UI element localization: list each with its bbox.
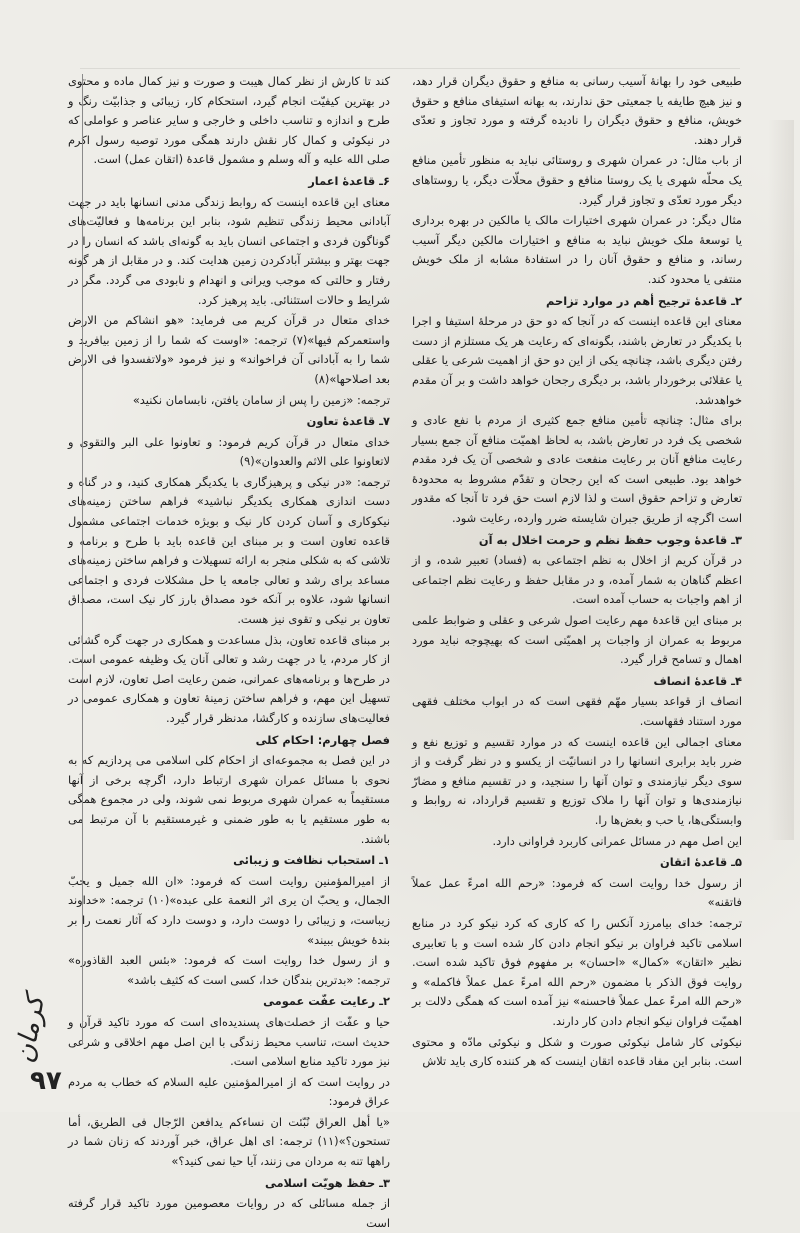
top-rule	[80, 68, 740, 69]
paragraph: معنای این قاعده اینست که در آنجا که دو حق در مرحلهٔ استیفا و اجرا با یکدیگر در تعارض باشند، بگونه‌ای که رعایت هر یک مستلزم از دست رفتن دیگری باشد، چنانچه یکی از این دو حق از اهمیت شرعی یا عقلی یا عقلائی برخوردار باشد، بر دیگری رجحان خواهد داشت و بر آن مقدم خواهدشد.	[412, 314, 742, 407]
paragraph: معنای اجمالی این قاعده اینست که در موارد تقسیم و توزیع نفع و ضرر باید برابری انسانها را در انسانیّت از یکسو و در نظر گرفت و از سوی دیگر نیازمندی و توان آنها را سنجید، و در تقسیم منافع و مضارّ نیازمندی‌ها و توان آنها را ملاک توزیع و تقسیم قرارداد، نه روابط و وابستگی‌ها، یا حب و بغض‌ها را.	[412, 734, 742, 827]
paragraph: از رسول خدا روایت است که فرمود: «رحم الله امرءً عمل عملاً فاتقنه»	[412, 875, 742, 910]
section-heading: ۵ـ قاعدهٔ اتقان	[660, 855, 742, 870]
paragraph: طبیعی خود را بهانهٔ آسیب رسانی به منافع و حقوق دیگران قرار دهد، و نیز هیچ طایفه یا جمعیتی حق ندارند، به بهانه استیفای منافع و حقوق خویش، منافع و حقوق دیگران را نادیده گرفته و مورد تجاوز و تعدّی قرار دهند.	[412, 74, 742, 147]
paragraph: در قرآن کریم از اخلال به نظم اجتماعی به (فساد) تعبیر شده، و از اعظم گناهان به شمار آمده، و در مقابل حفظ و رعایت نظم اجتماعی از اهم واجبات به حساب آمده است.	[412, 553, 742, 607]
paragraph: این اصل مهم در مسائل عمرانی کاربرد فراوانی دارد.	[492, 833, 742, 848]
paragraph: انصاف از قواعد بسیار مهّم فقهی است که در ابواب مختلف فقهی مورد استناد فقهاست.	[412, 694, 742, 728]
paragraph: «یا أهل العراق نُبّئت ان نساءکم یدافعن الرّجال فی الطریق، أما تستحون؟»(۱۱) ترجمه: ای اهل عراق، خبر آوردند که زنان شما در راهها تنه به مردان می زنند، آیا حیا نمی کنید؟»	[68, 1114, 390, 1169]
section-heading: ۱ـ استحباب نظافت و زیبائی	[233, 853, 390, 868]
page-number: ۹۷	[30, 1066, 62, 1096]
paragraph: در این فصل به مجموعه‌ای از احکام کلی اسلامی می پردازیم که به نحوی با مسائل عمران شهری ارتباط دارد، اگرچه برخی از آنها مستقیماً به عمران شهری مربوط نمی شوند، ولی در مجموع همگی به طور مستقیم یا به طور ضمنی و غیرمستقیم با آن مرتبط می باشند.	[68, 753, 390, 846]
paragraph: و از رسول خدا روایت است که فرمود: «بئس العبد القاذوره» ترجمه: «بدترین بندگان خدا، کسی است که کثیف باشد»	[68, 953, 390, 987]
paragraph: مثال دیگر: در عمران شهری اختیارات مالک یا مالکین در بهره برداری یا توسعهٔ ملک خویش نباید به منافع و اختیارات مالکین دیگر آسیب رساند، و منافع و حقوق آنان را در استفادهٔ مشابه از ملک خویش منتفی یا محدود کند.	[412, 213, 742, 286]
section-heading: ۷ـ قاعدهٔ تعاون	[306, 414, 390, 429]
left-text-column	[68, 72, 390, 1230]
paragraph: نیکوئی کار شامل نیکوئی صورت و شکل و نیکوئی مادّه و محتوی است. بنابر این مفاد قاعده اتقان اینست که هر کننده کاری باید تلاش	[412, 1034, 742, 1069]
paragraph: از باب مثال: در عمران شهری و روستائی نباید به منظور تأمین منافع یک محلّه شهری یا یک روستا منافع و حقوق محلّات دیگر، یا روستاهای دیگر مورد تعدّی و تجاوز قرار گیرد.	[412, 153, 742, 207]
section-heading: ۲ـ رعایت عفّت عمومی	[263, 994, 390, 1009]
section-heading: ۲ـ قاعدهٔ ترجیح أهم در موارد تزاحم	[546, 293, 742, 308]
section-heading: فصل چهارم: احکام کلی	[255, 732, 390, 747]
section-heading: ۳ـ حفظ هویّت اسلامی	[264, 1175, 390, 1190]
paragraph: خدای متعال در قرآن کریم می فرماید: «هو انشاکم من الارض واستعمرکم فیها»(۷) ترجمه: «اوست که شما را از زمین بیافرید و شما را به آبادانی آن فراخواند» و نیز فرمود «ولاتفسدوا فی الارض بعد اصلاحها»(۸)	[68, 313, 390, 386]
paragraph: کند تا کارش از نظر کمال هیبت و صورت و نیز کمال ماده و محتوی در بهترین کیفیّت انجام گیرد، استحکام کار، زیبائی و جذابیّت رنگ و طرح و اندازه و تناسب داخلی و خارجی و سایر عناصر و عواملی که در نیکوئی و کمال کار نقش دارند همگی مورد توصیه رسول اکرم صلی الله علیه و آله وسلم و مشمول قاعدهٔ (اتقان عمل) است.	[68, 74, 390, 167]
background-watermark	[768, 120, 794, 840]
paragraph: بر مبنای قاعده تعاون، بذل مساعدت و همکاری در جهت گره گشائی از کار مردم، یا در جهت رشد و تعالی آنان یک وظیفه عمومی است. در طرح‌ها و برنامه‌های عمرانی، ضمن رعایت اصل تعاون، لازم است تسهیل این مهم، و فراهم ساختن زمینهٔ تعاون و همکاری عمومی در فعالیت‌های سازنده و کارگشا، مدنظر قرار گیرد.	[68, 632, 390, 725]
magazine-logo: کرمان	[9, 993, 51, 1066]
paragraph: در روایت است که از امیرالمؤمنین علیه السلام که خطاب به مردم عراق فرمود:	[68, 1074, 390, 1109]
paragraph: خدای متعال در قرآن کریم فرمود: و تعاونوا علی البر والتقوی و لاتعاونوا علی الاثم والعدوان»(۹)	[68, 434, 390, 469]
paragraph: معنای این قاعده اینست که روابط زندگی مدنی انسانها باید در جهت آبادانی محیط زندگی تنظیم شود، بنابر این برنامه‌ها و فعالیّت‌های گوناگون فردی و اجتماعی انسان باید به گونه‌ای باشد که انسان را در جهت بهتر و بیشتر آبادکردن زمین هدایت کند. و در مقابل از هر گونه رفتار و حالتی که موجب ویرانی و انهدام و نابودی می گردد. مگر در شرایط و حالات استثنائی. باید پرهیز کرد.	[68, 194, 390, 307]
paragraph: از امیرالمؤمنین روایت است که فرمود: «ان الله جمیل و یحبّ الجمال، و یحبّ ان یری اثر النعمة علی عبده»(۱۰) ترجمه: «خداوند زیباست، و زیبائی را دوست دارد، و دوست دارد که آثار نعمت را بر بندهٔ خویش ببیند»	[68, 873, 390, 947]
paragraph: ترجمه: «زمین را پس از سامان یافتن، نابسامان نکنید»	[132, 392, 390, 407]
right-text-column	[412, 72, 742, 1082]
paragraph: بر مبنای این قاعدهٔ مهم رعایت اصول شرعی و عقلی و ضوابط علمی مربوط به عمران از واجبات پر اهمیّتی است که بهیچوجه نباید مورد اهمال و تسامح قرار گیرد.	[412, 613, 742, 667]
paragraph: برای مثال: چنانچه تأمین منافع جمع کثیری از مردم با نفع عادی و شخصی یک فرد در تعارض باشد، به لحاظ اهمیّت منافع آن جمع بسیار رعایت منافع آنان بر رعایت منفعت عادی و شخصی آن یک فرد مقدم خواهد بود. طبیعی است که این رجحان و تقدّم مشروط به محدودهٔ تعارض و تزاحم حقوق است و لذا لازم است حق فرد تا آنجا که مقدور است اگرچه از طریق جبران شایسته ضرر وارده، رعایت شود.	[412, 413, 742, 526]
paragraph: حیا و عفّت از خصلت‌های پسندیده‌ای است که مورد تاکید قرآن و حدیث است، تناسب محیط زندگی با این اصل مهم اخلاقی و شرعی نیز مورد تاکید منابع اسلامی است.	[68, 1014, 390, 1069]
section-heading: ۳ـ قاعدهٔ وجوب حفظ نظم و حرمت اخلال به آن	[478, 532, 742, 547]
margin-divider-line	[82, 74, 83, 1044]
section-heading: ۴ـ قاعدهٔ انصاف	[653, 673, 742, 688]
paragraph: از جمله مسائلی که در روایات معصومین مورد تاکید قرار گرفته است	[68, 1196, 390, 1230]
paragraph: ترجمه: خدای بیامرزد آنکس را که کاری که کرد نیکو کرد در منابع اسلامی تاکید فراوان بر نیکو انجام دادن کار شده است و با تعابیری نظیر «اتقان» «کمال» «احسان» بر مفهوم فوق تاکید شده است. روایت فوق الذکر با مضمون «رحم الله امرءً عمل عملاً فاکمله» و «رحم الله امرءً عمل عملاً فاحسنه» نیز آمده است که همگی دلالت بر اهمیّت فراوان نیکو انجام دادن کار دارند.	[412, 915, 742, 1028]
paragraph: ترجمه: «در نیکی و پرهیزگاری با یکدیگر همکاری کنید، و در گناه و دست اندازی همکاری یکدیگر نباشید» فراهم ساختن زمینه‌های نیکوکاری و آسان کردن کار نیک و بویژه خدمات اجتماعی مشمول قاعده تعاون است و بر مبنای این قاعده باید با طرح و برنامه و تلاشی که به شکلی منجر به ارائه تسهیلات و فراهم ساختن زمینه‌های مساعد برای رشد و تعالی جامعه یا حل مشکلات فردی و اجتماعی انسانها شود، علاوه بر آنکه خود مصداق بارز کار نیک است، مصداق تعاون بر نیکی و تقوی نیز هست.	[68, 474, 390, 627]
section-heading: ۶ـ قاعدهٔ اعمار	[308, 173, 390, 188]
